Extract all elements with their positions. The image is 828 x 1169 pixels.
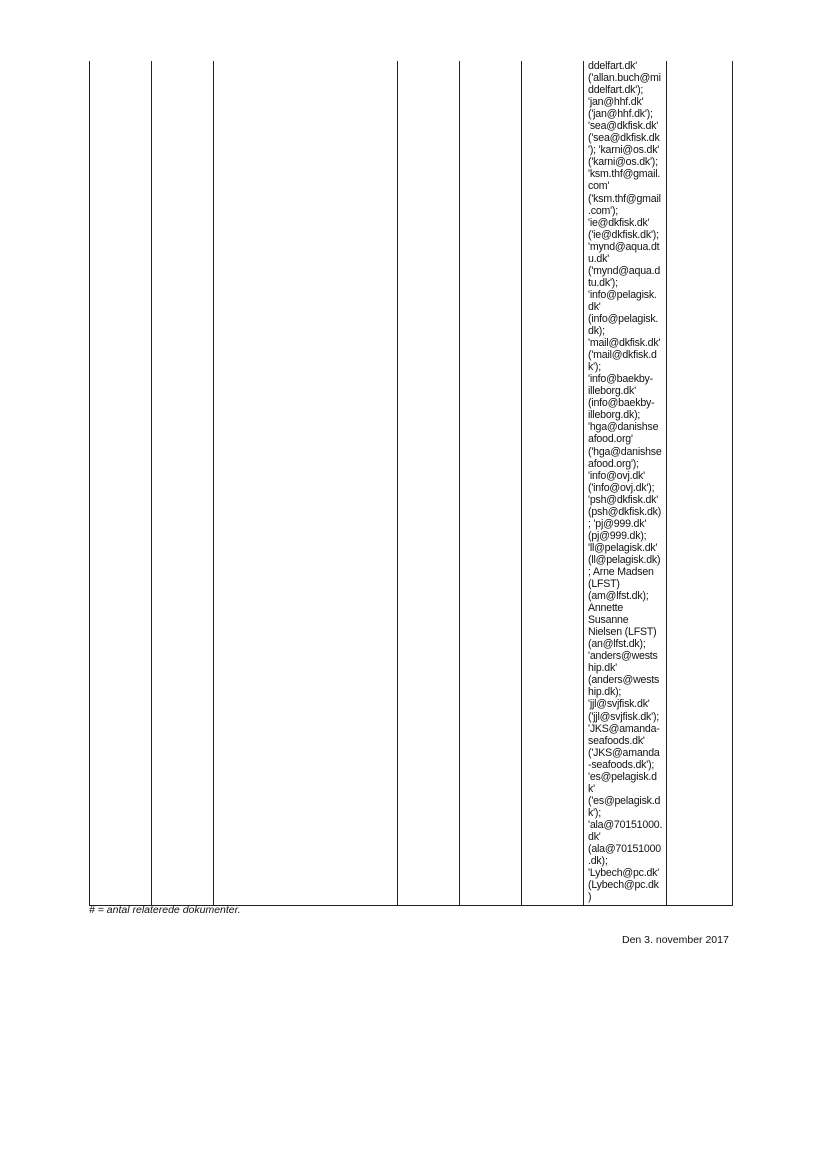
column-divider bbox=[521, 61, 522, 906]
column-divider bbox=[583, 61, 584, 906]
footnote: # = antal relaterede dokumenter. bbox=[89, 904, 241, 916]
document-date: Den 3. november 2017 bbox=[622, 934, 729, 946]
column-divider bbox=[666, 61, 667, 906]
column-divider bbox=[397, 61, 398, 906]
column-divider bbox=[213, 61, 214, 906]
column-divider bbox=[459, 61, 460, 906]
recipients-cell: ddelfart.dk' ('allan.buch@mi ddelfart.dk'); 'jan@hhf.dk' ('jan@hhf.dk'); 'sea@dkfisk.dk' ('sea@dkfisk.dk '); 'karni@os.dk' ('karni@os.dk'); 'ksm.thf@gmail. com' ('ksm.thf@gmail .com'); 'ie@dkfisk.dk' ('ie@dkfisk.dk'); 'mynd@aqua.dt u.dk' ('mynd@aqua.d tu.dk'); 'info@pelagisk. dk' (info@pelagisk. dk); 'mail@dkfisk.dk' ('mail@dkfisk.d k'); 'info@baekby- illeborg.dk' (info@baekby- illeborg.dk); 'hga@danishse afood.org' ('hga@danishse afood.org'); 'info@ovj.dk' ('info@ovj.dk'); 'psh@dkfisk.dk' (psh@dkfisk.dk) ; 'pj@999.dk' (pj@999.dk); 'll@pelagisk.dk' (ll@pelagisk.dk) ; Arne Madsen (LFST) (am@lfst.dk); Annette Susanne Nielsen (LFST) (an@lfst.dk); 'anders@wests hip.dk' (anders@wests hip.dk); 'jjl@svjfisk.dk' ('jjl@svjfisk.dk'); 'JKS@amanda- seafoods.dk' ('JKS@amanda -seafoods.dk'); 'es@pelagisk.d k' ('es@pelagisk.d k'); 'ala@70151000. dk' (ala@70151000 .dk); 'Lybech@pc.dk' (Lybech@pc.dk ) bbox=[588, 60, 663, 904]
column-divider bbox=[151, 61, 152, 906]
